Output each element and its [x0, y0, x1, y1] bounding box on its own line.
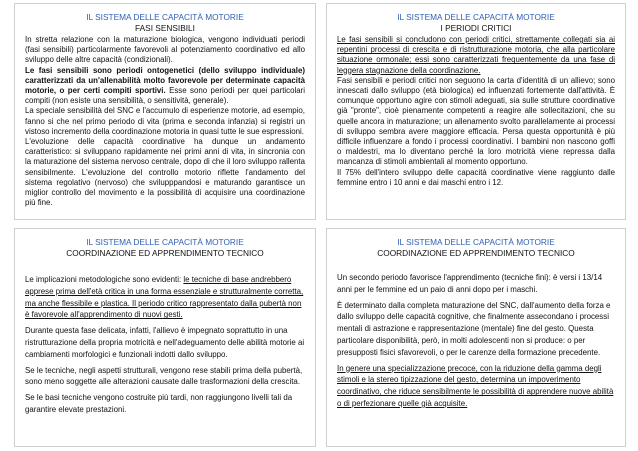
paragraph: Durante questa fase delicata, infatti, l'allievo è impegnato soprattutto in una ristrutturazione della propria motricità e nell'adeguamento delle abilità motorie ai cambiamenti morfologici e funzionali indotti dallo sviluppo.: [25, 326, 305, 359]
paragraph: Il 75% dell'intero sviluppo delle capacità coordinative viene raggiunto dalle femmine entro i 10 anni e dai maschi entro i 12.: [337, 167, 615, 187]
paragraph: [25, 66, 305, 107]
slide-periodi-critici: [326, 3, 626, 220]
paragraph: Se le basi tecniche vengono costruite più tardi, non raggiungono livelli tali da garantire elevate prestazioni.: [25, 393, 293, 414]
slide-coordinazione-2: [326, 228, 626, 447]
paragraph-text: Esse sono periodi per quei particolari compiti (non esiste una sensibilità, o sensitività, generale).: [25, 86, 305, 106]
slide-subtitle: I PERIODI CRITICI: [440, 22, 512, 33]
underlined-text: le tecniche di base andrebbero apprese prima dell'età critica in una forma essenziale e strutturalmente corretta, ma anche flessibile e plastica. Il periodo critico rappresentato dalla pubertà non è favorevole all'apprendimento di nuovi gesti.: [25, 275, 304, 320]
slide-subtitle: COORDINAZIONE ED APPRENDIMENTO TECNICO: [66, 247, 264, 258]
paragraph: In stretta relazione con la maturazione biologica, vengono individuati periodi (fasi sensibili) particolarmente favorevoli al potenziamento coordinativo ed allo sviluppo delle altre capacità (condizionali).: [25, 35, 305, 65]
paragraph: La speciale sensibilità del SNC e l'accumulo di esperienze motorie, ad esempio, fanno si che nel primo periodo di vita (prima e seconda infanzia) si registri un vistoso incremento della coordinazione motoria in quasi tutte le sue espressioni.: [25, 106, 305, 136]
slide-body: [25, 274, 305, 416]
slide-title: IL SISTEMA DELLE CAPACITÀ MOTORIE: [86, 12, 244, 22]
paragraph: [25, 274, 305, 321]
paragraph: Fasi sensibili e periodi critici non seguono la carta d'identità di un allievo; sono innescati dallo sviluppo (età biologica) ed influenzati fortemente dall'attività. È comunque opportuno agire con stimoli adeguati, sia sulle strutture coordinative già "pronte", cioè pienamente competenti a reagire alle sollecitazioni, che su quelle ancora in maturazione; un allenamento svolto parallelamente ai processi di sviluppo sembra avere maggiore efficacia. Persa questa opportunità è più difficile influenzare a fondo i processi coordinativi. I bambini non nascono goffi o maldestri, ma lo diventano perché la loro motricità viene repressa dalla mancanza di stimoli ambientali al momento opportuno.: [337, 75, 615, 167]
slide-subtitle: COORDINAZIONE ED APPRENDIMENTO TECNICO: [377, 247, 575, 258]
paragraph: È determinato dalla completa maturazione del SNC, dall'aumento della forza e dallo sviluppo delle capacità cognitive, che finalmente assecondano i processi mentali di astrazione e rappresentazione (mentale) fine del gesto. Questa particolare disponibilità, però, in molti adolescenti non si produce: o per presupposti fisici sfavorevoli, o per le carenze della formazione precedente.: [337, 300, 611, 357]
slide-body: [337, 272, 615, 410]
paragraph-text: Le implicazioni metodologiche sono evidenti:: [25, 275, 184, 284]
slide-title: IL SISTEMA DELLE CAPACITÀ MOTORIE: [397, 237, 555, 247]
paragraph: Un secondo periodo favorisce l'apprendimento (tecniche fini): è versi i 13/14 anni per le femmine ed un paio di anni dopo per i maschi.: [337, 273, 603, 294]
slide-coordinazione-1: [14, 228, 316, 447]
bold-text: Le fasi sensibili sono periodi ontogenetici (dello sviluppo individuale) caratterizzati da un'allenabilità molto favorevole per determinate capacità motorie, o per certi compiti sportivi.: [25, 65, 305, 96]
slide-fasi-sensibili: [14, 3, 316, 220]
underlined-paragraph: Le fasi sensibili si concludono con periodi critici, strettamente collegati sia ai repentini processi di crescita e di ristrutturazione motoria, che alla particolare situazione ormonale; essi sono caratterizzati frequentemente da una fase di leggera stagnazione della coordinazione.: [337, 35, 615, 75]
paragraph: Se le tecniche, negli aspetti strutturali, vengono rese stabili prima della pubertà, sono meno soggette alle alterazioni causate dalle trasformazioni della crescita.: [25, 365, 303, 387]
slide-title: IL SISTEMA DELLE CAPACITÀ MOTORIE: [397, 12, 555, 22]
slide-body: [25, 35, 305, 208]
paragraph: L'evoluzione delle capacità coordinative ha dunque un andamento caratteristico: si sviluppano rapidamente nei primi anni di vita, in sincronia con la maturazione del sistema nervoso centrale, dopo di che il loro sviluppo rallenta sensibilmente. L'evoluzione del controllo motorio riflette l'andamento del sistema regolativo (nervoso) che svilupppandosi e maturando garantisce un miglior controllo del movimento e la possibilità di acquisire una coordinazione più fine.: [25, 137, 305, 208]
slide-body: [337, 35, 615, 188]
underlined-paragraph: In genere una specializzazione precoce, con la riduzione della gamma degli stimoli e la stereo tipizzazione del gesto, determina un impoverimento coordinativo, che riduce sensibilmente le possibilità di apprendere nuove abilità o di perfezionare quelle già acquisite.: [337, 363, 614, 408]
slide-title: IL SISTEMA DELLE CAPACITÀ MOTORIE: [86, 237, 244, 247]
slide-subtitle: FASI SENSIBILI: [135, 22, 195, 33]
